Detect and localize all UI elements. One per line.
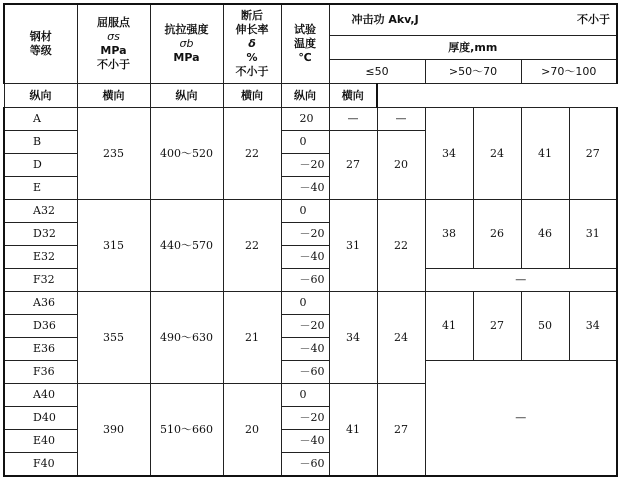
elongation-cell: 21 [223, 292, 281, 384]
grade-cell: E [4, 177, 77, 200]
grade-cell: D40 [4, 407, 77, 430]
impact-le50-transverse-cell: 22 [377, 200, 425, 292]
header-thickness: 厚度,mm [329, 36, 617, 60]
yield-point-cell: 355 [77, 292, 150, 384]
test-temperature-cell: 0 [281, 200, 329, 223]
test-temperature-cell: －20 [281, 407, 329, 430]
grade-cell: A40 [4, 384, 77, 407]
impact-le50-longitudinal-cell: — [329, 108, 377, 131]
impact-70-100-longitudinal-cell: 50 [521, 292, 569, 361]
test-temperature-cell: －40 [281, 430, 329, 453]
test-temperature-cell: 0 [281, 292, 329, 315]
grade-cell: A [4, 108, 77, 131]
tensile-strength-cell: 510～660 [150, 384, 223, 477]
header-test-temperature: 试验 温度 ℃ [281, 4, 329, 84]
yield-point-cell: 315 [77, 200, 150, 292]
table-row [4, 200, 617, 223]
elongation-cell: 20 [223, 384, 281, 477]
test-temperature-cell: －60 [281, 269, 329, 292]
impact-50-70-longitudinal-cell: 34 [425, 108, 473, 200]
impact-70-100-transverse-cell: 27 [569, 108, 617, 200]
tensile-strength-cell: 400～520 [150, 108, 223, 200]
grade-cell: D [4, 154, 77, 177]
grade-cell: F32 [4, 269, 77, 292]
impact-le50-longitudinal-cell: 34 [329, 292, 377, 384]
impact-le50-transverse-cell: 27 [377, 384, 425, 477]
table-row [4, 292, 617, 315]
test-temperature-cell: －20 [281, 154, 329, 177]
test-temperature-cell: 20 [281, 108, 329, 131]
grade-cell: E36 [4, 338, 77, 361]
impact-70-100-longitudinal-cell: 41 [521, 108, 569, 200]
steel-properties-table [3, 3, 618, 477]
test-temperature-cell: 0 [281, 131, 329, 154]
test-temperature-cell: －20 [281, 223, 329, 246]
tensile-strength-cell: 440～570 [150, 200, 223, 292]
header-direction-longitudinal: 纵向 [4, 84, 77, 108]
impact-thick-not-specified-cell: — [425, 361, 617, 477]
table-row [4, 108, 617, 131]
header-grade: 钢材 等级 [4, 4, 77, 84]
impact-le50-transverse-cell: 24 [377, 292, 425, 384]
grade-cell: E40 [4, 430, 77, 453]
impact-50-70-transverse-cell: 27 [473, 292, 521, 361]
impact-le50-longitudinal-cell: 27 [329, 131, 377, 200]
header-direction-longitudinal: 纵向 [150, 84, 223, 108]
tensile-strength-cell: 490～630 [150, 292, 223, 384]
header-range-50-70: >50～70 [425, 60, 521, 84]
impact-le50-longitudinal-cell: 41 [329, 384, 377, 477]
test-temperature-cell: －40 [281, 177, 329, 200]
header-direction-transverse: 横向 [223, 84, 281, 108]
impact-le50-transverse-cell: 20 [377, 131, 425, 200]
grade-cell: A32 [4, 200, 77, 223]
impact-70-100-longitudinal-cell: 46 [521, 200, 569, 269]
test-temperature-cell: －40 [281, 338, 329, 361]
grade-cell: B [4, 131, 77, 154]
impact-thick-not-specified-cell: — [425, 269, 617, 292]
grade-cell: F36 [4, 361, 77, 384]
header-direction-longitudinal: 纵向 [281, 84, 329, 108]
yield-point-cell: 390 [77, 384, 150, 477]
test-temperature-cell: －20 [281, 315, 329, 338]
grade-cell: D36 [4, 315, 77, 338]
test-temperature-cell: －60 [281, 361, 329, 384]
test-temperature-cell: －60 [281, 453, 329, 477]
header-range-le50: ≤50 [329, 60, 425, 84]
yield-point-cell: 235 [77, 108, 150, 200]
grade-cell: D32 [4, 223, 77, 246]
elongation-cell: 22 [223, 108, 281, 200]
grade-cell: F40 [4, 453, 77, 477]
header-range-70-100: >70～100 [521, 60, 617, 84]
header-direction-transverse: 横向 [77, 84, 150, 108]
impact-70-100-transverse-cell: 34 [569, 292, 617, 361]
header-elongation: 断后 伸长率 δ % 不小于 [223, 4, 281, 84]
impact-50-70-transverse-cell: 26 [473, 200, 521, 269]
impact-50-70-longitudinal-cell: 41 [425, 292, 473, 361]
test-temperature-cell: 0 [281, 384, 329, 407]
impact-70-100-transverse-cell: 31 [569, 200, 617, 269]
impact-le50-transverse-cell: — [377, 108, 425, 131]
header-tensile-strength: 抗拉强度 σb MPa [150, 4, 223, 84]
grade-cell: A36 [4, 292, 77, 315]
header-yield-point: 屈服点 σs MPa 不小于 [77, 4, 150, 84]
header-impact-energy: 冲击功 Akv,J 不小于 [329, 4, 617, 36]
header-direction-transverse: 横向 [329, 84, 377, 108]
test-temperature-cell: －40 [281, 246, 329, 269]
impact-50-70-longitudinal-cell: 38 [425, 200, 473, 269]
elongation-cell: 22 [223, 200, 281, 292]
impact-le50-longitudinal-cell: 31 [329, 200, 377, 292]
impact-50-70-transverse-cell: 24 [473, 108, 521, 200]
grade-cell: E32 [4, 246, 77, 269]
